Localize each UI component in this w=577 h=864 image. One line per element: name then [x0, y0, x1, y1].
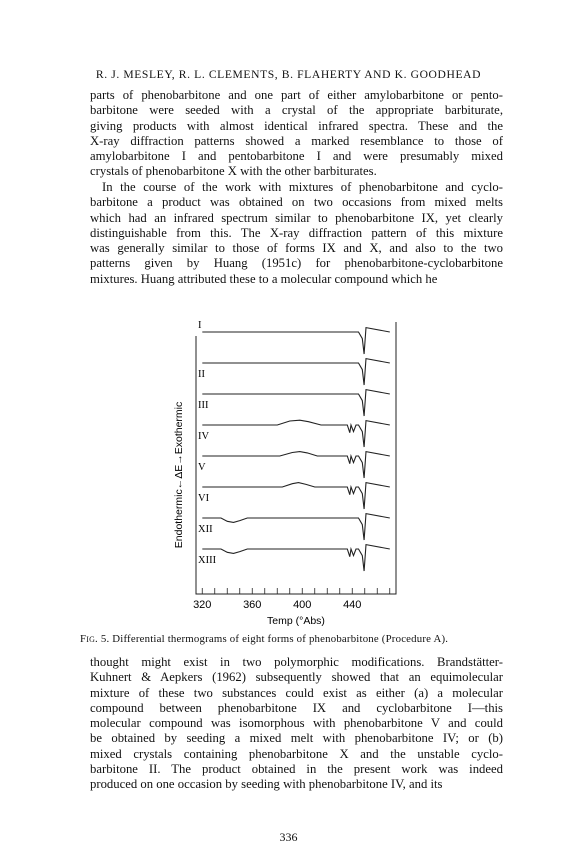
x-tick-label: 320	[193, 599, 212, 611]
curve-label-VI: VI	[198, 493, 210, 504]
text-line: X-ray diffraction patterns showed a marked resemblance to those of	[90, 133, 503, 148]
curve-label-XIII: XIII	[198, 555, 217, 566]
text-line: thought might exist in two polymorphic modifications. Brandstätter-	[90, 655, 503, 669]
x-tick-label: 440	[343, 599, 362, 611]
text-line: mixture of these two substances could exist as either (a) a molecular	[90, 685, 503, 700]
figure-label: Fig. 5.	[80, 633, 110, 645]
text-line: molecular compound was isomorphous with phenobarbitone V and could	[90, 716, 503, 731]
thermogram-curve-XII	[202, 514, 389, 540]
text-line: be obtained by seeding a mixed melt with phenobarbitone IV; or (b)	[90, 731, 503, 746]
thermogram-curve-III	[202, 390, 389, 416]
curve-label-I: I	[198, 320, 202, 331]
text-line: barbitone were seeded with a crystal of the appropriate barbiturate,	[90, 103, 503, 118]
text-line: parts of phenobarbitone and one part of either amylobarbitone or pento-	[90, 88, 503, 102]
paragraph-1	[90, 88, 503, 180]
text-line: mixtures. Huang attributed these to a molecular compound which he	[90, 271, 438, 286]
paragraph-3	[90, 655, 503, 793]
thermogram-curve-I	[202, 328, 389, 354]
x-tick-label: 360	[243, 599, 262, 611]
figure-caption	[80, 633, 520, 645]
running-header: R. J. MESLEY, R. L. CLEMENTS, B. FLAHERTY AND K. GOODHEAD	[95, 68, 482, 81]
text-line: distinguishable from this. The X-ray diffraction pattern of this mixture	[90, 225, 503, 240]
y-axis-title: Endothermic←ΔE→Exothermic	[173, 401, 185, 549]
text-line: In the course of the work with mixtures of phenobarbitone and cyclo-	[102, 180, 503, 194]
caption-text: Differential thermograms of eight forms of phenobarbitone (Procedure A).	[112, 633, 449, 645]
thermogram-curve-IV	[202, 420, 389, 447]
curve-label-V: V	[198, 462, 206, 473]
text-line: crystals of phenobarbitone X with the other barbiturates.	[90, 164, 377, 179]
text-line: compound between phenobarbitone IX and cyclobarbitone I—this	[90, 700, 503, 715]
x-axis-title: Temp (°Abs)	[267, 615, 325, 627]
text-line: giving products with almost identical infrared spectra. These and the	[90, 118, 503, 133]
text-line: which had an infrared spectrum similar to phenobarbitone IX, yet clearly	[90, 210, 503, 225]
curve-label-XII: XII	[198, 524, 213, 535]
curve-label-II: II	[198, 369, 205, 380]
curve-label-III: III	[198, 400, 209, 411]
thermogram-curve-XIII	[202, 545, 389, 571]
curve-label-IV: IV	[198, 431, 210, 442]
x-tick-label: 400	[293, 599, 312, 611]
text-line: barbitone II. The product obtained in the present work was indeed	[90, 762, 503, 777]
text-line: barbitone a product was obtained on two occasions from mixed melts	[90, 195, 503, 210]
text-line: Kuhnert & Aepkers (1962) subsequently showed that an equimolecular	[90, 670, 503, 685]
text-line: mixed crystals containing phenobarbitone X and the unstable cyclo-	[90, 746, 503, 761]
text-line: was generally similar to those of forms IX and X, and also to the two	[90, 241, 503, 256]
page-number: 336	[279, 830, 298, 844]
text-line: patterns given by Huang (1951c) for phenobarbitone-cyclobarbitone	[90, 256, 503, 271]
text-line: produced on one occasion by seeding with phenobarbitone IV, and its	[90, 777, 443, 792]
thermogram-curve-V	[202, 452, 389, 478]
thermogram-chart	[160, 318, 410, 628]
thermogram-curve-VI	[202, 483, 389, 509]
paragraph-2	[90, 180, 503, 287]
thermogram-curve-II	[202, 359, 389, 385]
text-line: amylobarbitone I and pentobarbitone I and were presumably mixed	[90, 149, 503, 164]
